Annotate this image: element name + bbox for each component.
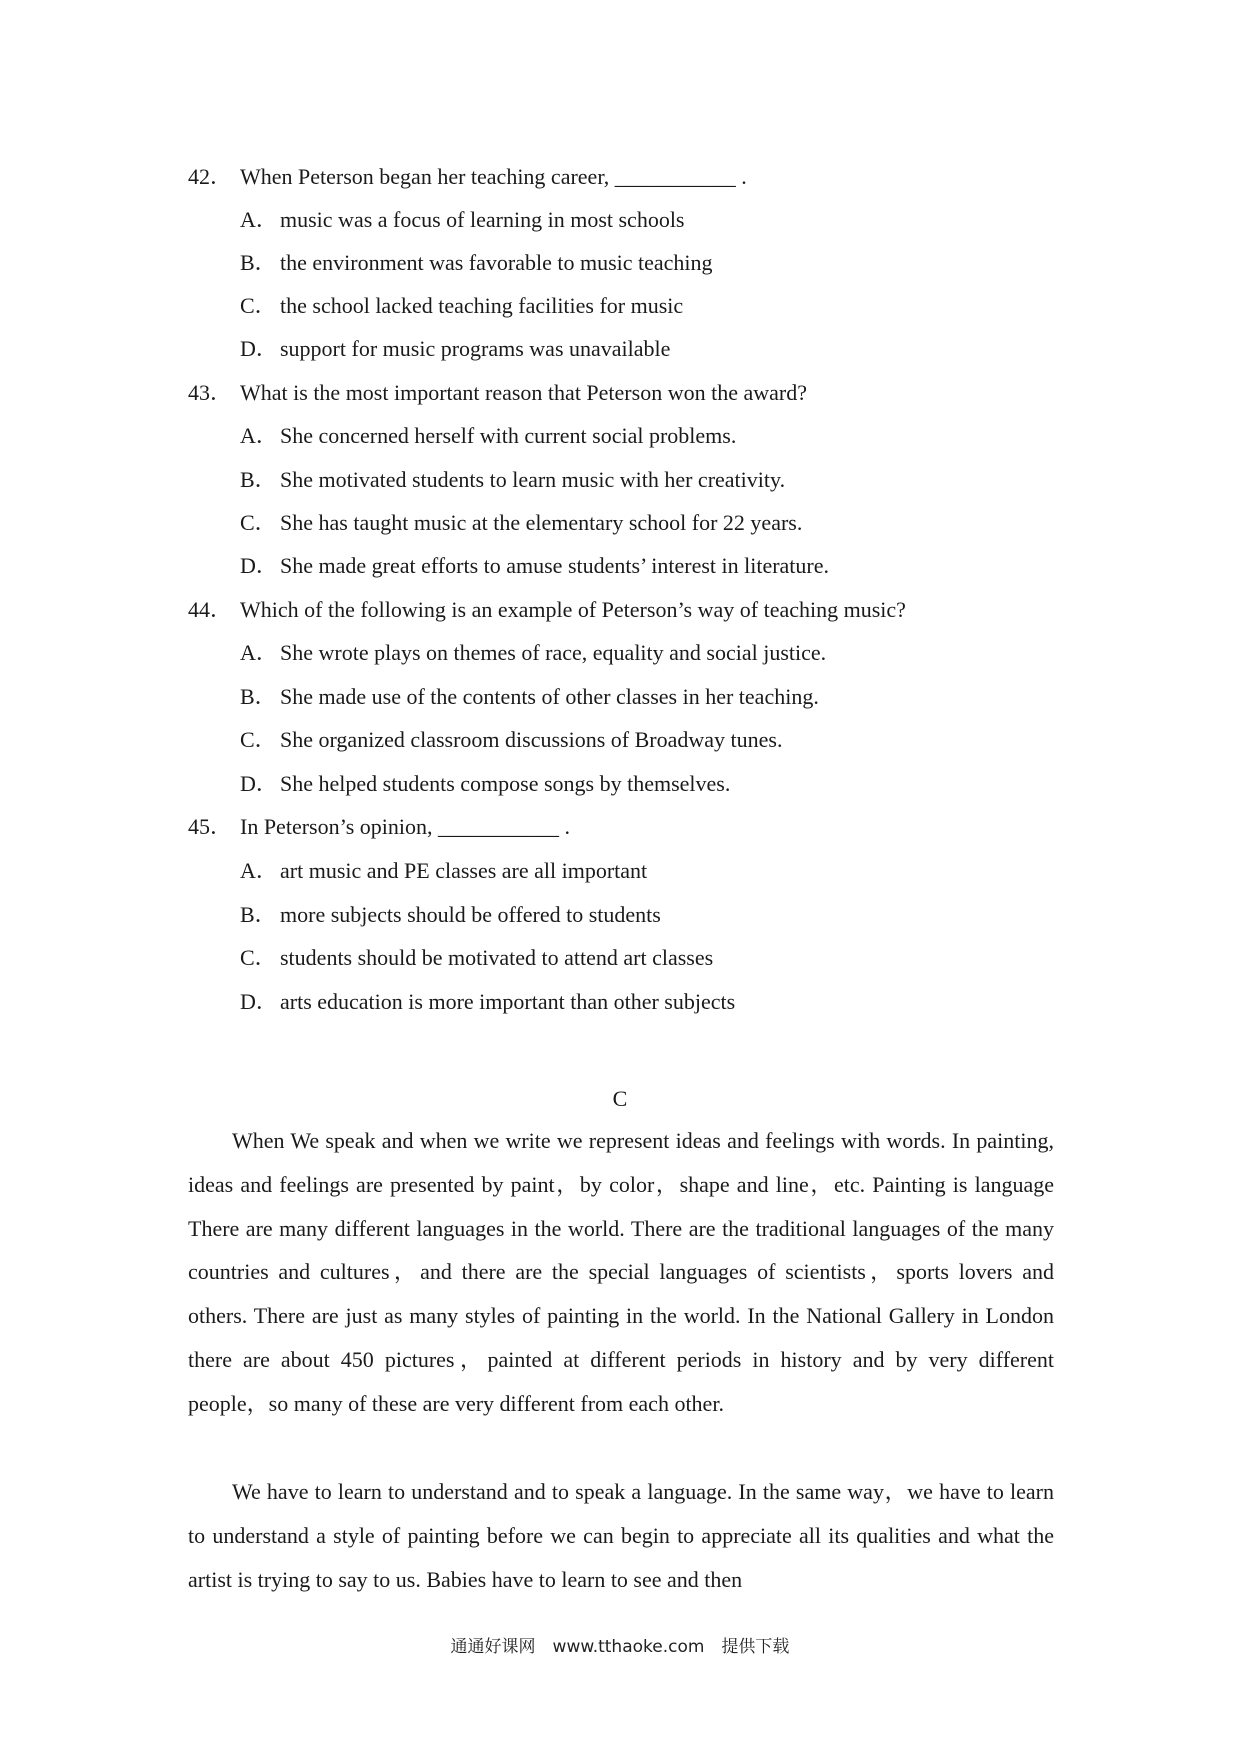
option-letter: A． [240,858,278,883]
option-44-a [240,640,826,666]
option-44-d [240,771,730,797]
option-43-c [240,510,802,536]
question-43 [188,380,807,406]
passage-paragraph-2: We have to learn to understand and to speak a language. In the same way，we have to learn to understand a style of painting before we can begin to appreciate all its qualities and what the artist is trying to say to us. Babies have to learn to see and then [188,1479,1054,1592]
option-42-d [240,336,670,362]
question-number: 44． [188,597,233,622]
option-43-b [240,467,785,493]
option-text: She concerned herself with current social problems. [280,423,737,448]
option-letter: C． [240,945,277,970]
option-text: She has taught music at the elementary school for 22 years. [280,510,803,535]
question-stem: What is the most important reason that Peterson won the award? [240,380,807,405]
option-letter: D． [240,989,278,1014]
option-45-c [240,945,713,971]
option-45-a [240,858,647,884]
question-stem: In Peterson’s opinion, ___________ . [240,814,570,839]
option-text: more subjects should be offered to students [280,902,661,927]
question-45 [188,814,570,840]
option-letter: C． [240,727,277,752]
section-heading: C [612,1086,628,1111]
option-letter: D． [240,336,278,361]
option-text: music was a focus of learning in most schools [280,207,685,232]
option-45-b [240,902,661,928]
option-42-c [240,293,683,319]
option-text: students should be motivated to attend art classes [280,945,714,970]
option-text: She organized classroom discussions of Broadway tunes. [280,727,783,752]
option-letter: B． [240,902,277,927]
option-text: She motivated students to learn music with her creativity. [280,467,786,492]
option-text: arts education is more important than other subjects [280,989,736,1014]
option-letter: A． [240,423,278,448]
question-number: 45． [188,814,233,839]
question-44 [188,597,906,623]
passage-paragraph-1: When We speak and when we write we represent ideas and feelings with words. In painting, ideas and feelings are presented by paint，by color，shape and line，etc. Painting is language There are many different languages in the world. There are the traditional languages of the many countries and cultures，and there are the special languages of scientists，sports lovers and others. There are just as many styles of painting in the world. In the National Gallery in London there are about 450 pictures，painted at different periods in history and by very different people，so many of these are very different from each other. [188,1128,1077,1416]
option-letter: C． [240,293,277,318]
option-44-c [240,727,782,753]
option-44-b [240,684,819,710]
question-stem: Which of the following is an example of Peterson’s way of teaching music? [240,597,906,622]
option-letter: B． [240,684,277,709]
page-footer: 通通好课网 www.tthaoke.com 提供下载 [450,1637,790,1657]
option-text: the environment was favorable to music teaching [280,250,713,275]
option-text: art music and PE classes are all important [280,858,648,883]
option-42-a [240,207,685,233]
option-letter: B． [240,467,277,492]
question-stem: When Peterson began her teaching career, ___________ . [240,164,747,189]
option-43-a [240,423,736,449]
question-number: 43． [188,380,233,405]
option-text: She wrote plays on themes of race, equality and social justice. [280,640,827,665]
option-letter: D． [240,771,278,796]
option-42-b [240,250,713,276]
option-letter: A． [240,640,278,665]
option-letter: A． [240,207,278,232]
question-42 [188,164,747,190]
option-45-d [240,989,735,1015]
option-text: the school lacked teaching facilities for music [280,293,684,318]
option-text: support for music programs was unavailable [280,336,671,361]
question-number: 42． [188,164,233,189]
option-letter: B． [240,250,277,275]
option-text: She helped students compose songs by themselves. [280,771,731,796]
option-43-d [240,553,829,579]
option-letter: C． [240,510,277,535]
option-text: She made great efforts to amuse students’ interest in literature. [280,553,830,578]
option-text: She made use of the contents of other classes in her teaching. [280,684,819,709]
option-letter: D． [240,553,278,578]
